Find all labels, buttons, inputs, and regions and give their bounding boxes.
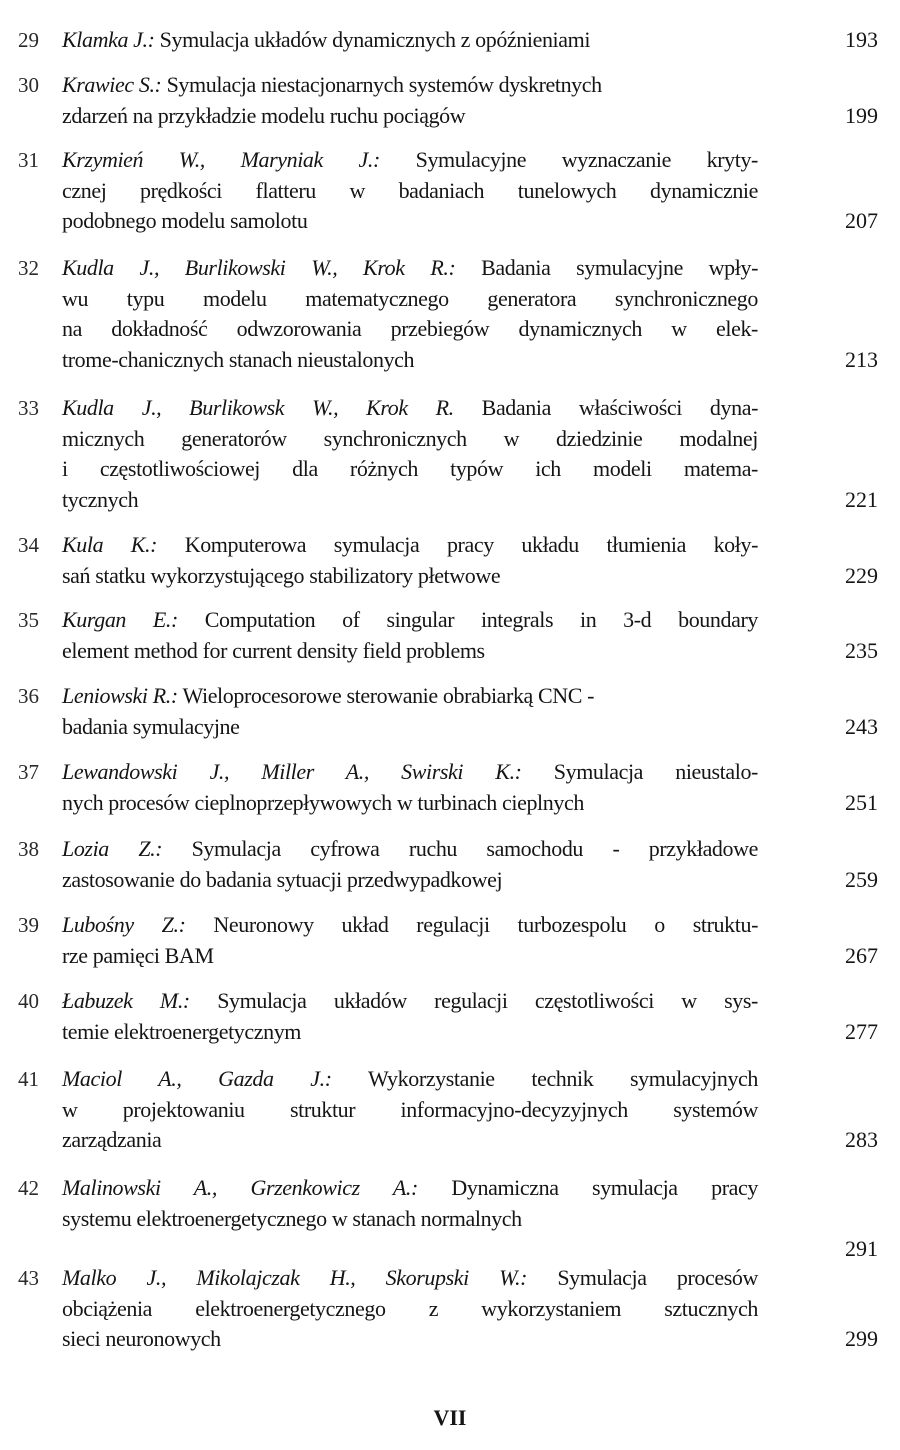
entry-text — [62, 530, 758, 591]
entry-page-number: 251 — [845, 789, 878, 815]
entry-number: 38 — [18, 837, 39, 861]
entry-title-line: cznej prędkości flatteru w badaniach tunelowych dynamicznie — [62, 177, 758, 203]
entry-line — [62, 206, 758, 237]
entry-line — [62, 910, 758, 941]
entry-title-line: Symulacja układów dynamicznych z opóźnieniami — [159, 27, 591, 52]
entry-line — [62, 1204, 758, 1235]
entry-line — [62, 25, 758, 56]
entry-line — [62, 1125, 758, 1156]
entry-text — [62, 1263, 758, 1355]
entry-line — [62, 1173, 758, 1204]
entry-title-line: sań statku wykorzystującego stabilizatory płetwowe — [62, 562, 501, 588]
entry-line — [62, 1017, 758, 1048]
entry-title-line: zarządzania — [62, 1127, 162, 1152]
entry-authors: Kudla J., Burlikowski W., Krok R.: — [62, 255, 456, 280]
entry-line — [62, 788, 758, 819]
entry-number: 36 — [18, 684, 39, 708]
entry-title-line: tycznych — [62, 486, 139, 512]
entry-text — [62, 253, 758, 375]
entry-page-number: 283 — [845, 1127, 878, 1152]
entry-authors: Krawiec S.: — [62, 72, 162, 97]
entry-title-line: Dynamiczna symulacja pracy — [451, 1175, 758, 1200]
entry-title-line: Symulacja układów regulacji częstotliwości w sys- — [217, 988, 758, 1013]
entry-text — [62, 393, 758, 515]
entry-title-line: Symulacja nieustalo- — [553, 759, 758, 784]
entry-authors: Maciol A., Gazda J.: — [62, 1066, 332, 1091]
entry-page-number: 193 — [845, 27, 878, 52]
entry-authors: Lewandowski J., Miller A., Swirski K.: — [62, 759, 522, 784]
entry-page-number: 299 — [845, 1326, 878, 1351]
entry-title-line: Badania właściwości dyna- — [481, 395, 759, 420]
entry-line — [62, 1095, 758, 1126]
entry-text — [62, 986, 758, 1047]
entry-text — [62, 757, 758, 818]
entry-authors: Leniowski R.: — [62, 683, 178, 708]
entry-line — [62, 1263, 758, 1294]
entry-title-line: Symulacja niestacjonarnych systemów dyskretnych — [166, 72, 602, 97]
entry-text — [62, 1173, 758, 1234]
entry-text — [62, 145, 758, 237]
entry-page-number: 243 — [845, 713, 878, 739]
entry-title-line: micznych generatorów synchronicznych w dziedzinie modalnej — [62, 425, 758, 451]
entry-authors: Malko J., Mikolajczak H., Skorupski W.: — [62, 1265, 528, 1290]
entry-page-number: 267 — [845, 942, 878, 968]
entry-title-line: i częstotliwościowej dla różnych typów ich modeli matema- — [62, 456, 758, 481]
entry-number: 31 — [18, 148, 39, 172]
entry-title-line: Komputerowa symulacja pracy układu tłumienia koły- — [184, 532, 759, 557]
entry-text — [62, 25, 758, 56]
entry-line — [62, 986, 758, 1017]
entry-number: 42 — [18, 1176, 39, 1200]
entry-title-line: sieci neuronowych — [62, 1326, 221, 1351]
entry-text — [62, 681, 758, 742]
entry-number: 35 — [18, 608, 39, 632]
entry-line — [62, 393, 758, 424]
entry-line — [62, 345, 758, 376]
entry-number: 32 — [18, 256, 39, 280]
entry-title-line: zdarzeń na przykładzie modelu ruchu pociągów — [62, 102, 466, 128]
entry-authors: Krzymień W., Maryniak J.: — [62, 147, 380, 172]
entry-title-line: Wieloprocesorowe sterowanie obrabiarką CNC - — [182, 683, 595, 708]
entry-line — [62, 314, 758, 345]
entry-line — [62, 424, 758, 455]
entry-line — [62, 454, 758, 485]
entry-line — [62, 636, 758, 667]
entry-line — [62, 941, 758, 972]
entry-number: 43 — [18, 1266, 39, 1290]
entry-title-line: nych procesów cieplnoprzepływowych w turbinach cieplnych — [62, 789, 584, 815]
entry-line — [62, 681, 758, 712]
entry-page-number: 259 — [845, 866, 878, 892]
entry-title-line: w projektowaniu struktur informacyjno-decyzyjnych systemów — [62, 1096, 758, 1122]
entry-authors: Lozia Z.: — [62, 836, 163, 861]
entry-title-line: Wykorzystanie technik symulacyjnych — [368, 1066, 759, 1091]
entry-authors: Kurgan E.: — [62, 607, 178, 632]
entry-page-number: 207 — [845, 208, 878, 233]
entry-line — [62, 1064, 758, 1095]
entry-line — [62, 253, 758, 284]
entry-text — [62, 1064, 758, 1156]
entry-title-line: trome-chanicznych stanach nieustalonych — [62, 346, 415, 372]
entry-authors: Lubośny Z.: — [62, 912, 186, 937]
entry-title-line: zastosowanie do badania sytuacji przedwypadkowej — [62, 866, 503, 892]
entry-page-number: 229 — [845, 562, 878, 588]
entry-title-line: badania symulacyjne — [62, 713, 240, 739]
entry-line — [62, 145, 758, 176]
entry-line — [62, 605, 758, 636]
entry-line — [62, 561, 758, 592]
entry-title-line: podobnego modelu samolotu — [62, 208, 308, 233]
entry-number: 29 — [18, 28, 39, 52]
entry-title-line: Badania symulacyjne wpły- — [481, 255, 758, 280]
entry-authors: Klamka J.: — [62, 27, 155, 52]
entry-title-line: temie elektroenergetycznym — [62, 1018, 302, 1044]
entry-title-line: Symulacja cyfrowa ruchu samochodu - przykładowe — [191, 836, 758, 861]
entry-page-number: 213 — [845, 346, 878, 372]
entry-title-line: element method for current density field problems — [62, 637, 485, 663]
entry-title-line: na dokładność odwzorowania przebiegów dynamicznych w elek- — [62, 316, 758, 341]
entry-page-number: 235 — [845, 637, 878, 663]
entry-number: 39 — [18, 913, 39, 937]
entry-number: 41 — [18, 1067, 39, 1091]
entry-title-line: Symulacyjne wyznaczanie kryty- — [415, 147, 758, 172]
entry-line — [62, 485, 758, 516]
entry-number: 33 — [18, 396, 39, 420]
page-folio: VII — [433, 1405, 467, 1430]
entry-title-line: Computation of singular integrals in 3-d boundary — [204, 607, 758, 632]
entry-title-line: rze pamięci BAM — [62, 942, 214, 968]
entry-line — [62, 284, 758, 315]
entry-line — [62, 176, 758, 207]
entry-number: 30 — [18, 73, 39, 97]
entry-line — [62, 1294, 758, 1325]
entry-page-number: 199 — [845, 102, 878, 128]
entry-text — [62, 910, 758, 971]
entry-authors: Kula K.: — [62, 532, 158, 557]
entry-number: 40 — [18, 989, 39, 1013]
entry-line — [62, 530, 758, 561]
entry-title-line: wu typu modelu matematycznego generatora synchronicznego — [62, 285, 758, 311]
entry-authors: Łabuzek M.: — [62, 988, 190, 1013]
entry-title-line: Symulacja procesów — [557, 1265, 758, 1290]
entry-page-number: 291 — [845, 1236, 878, 1261]
entry-title-line: Neuronowy układ regulacji turbozespolu o struktu- — [213, 912, 758, 937]
entry-authors: Kudla J., Burlikowsk W., Krok R. — [62, 395, 454, 420]
entry-page-number: 277 — [845, 1018, 878, 1044]
entry-line — [62, 834, 758, 865]
entry-authors: Malinowski A., Grzenkowicz A.: — [62, 1175, 418, 1200]
entry-title-line: obciążenia elektroenergetycznego z wykorzystaniem sztucznych — [62, 1295, 758, 1321]
entry-page-number: 221 — [845, 486, 878, 512]
entry-line — [62, 70, 758, 101]
entry-line — [62, 101, 758, 132]
entry-line — [62, 757, 758, 788]
entry-number: 37 — [18, 760, 39, 784]
entry-line — [62, 865, 758, 896]
entry-text — [62, 834, 758, 895]
entry-title-line: systemu elektroenergetycznego w stanach normalnych — [62, 1205, 522, 1231]
entry-text — [62, 70, 758, 131]
entry-line — [62, 712, 758, 743]
entry-number: 34 — [18, 533, 39, 557]
entry-line — [62, 1324, 758, 1355]
entry-text — [62, 605, 758, 666]
